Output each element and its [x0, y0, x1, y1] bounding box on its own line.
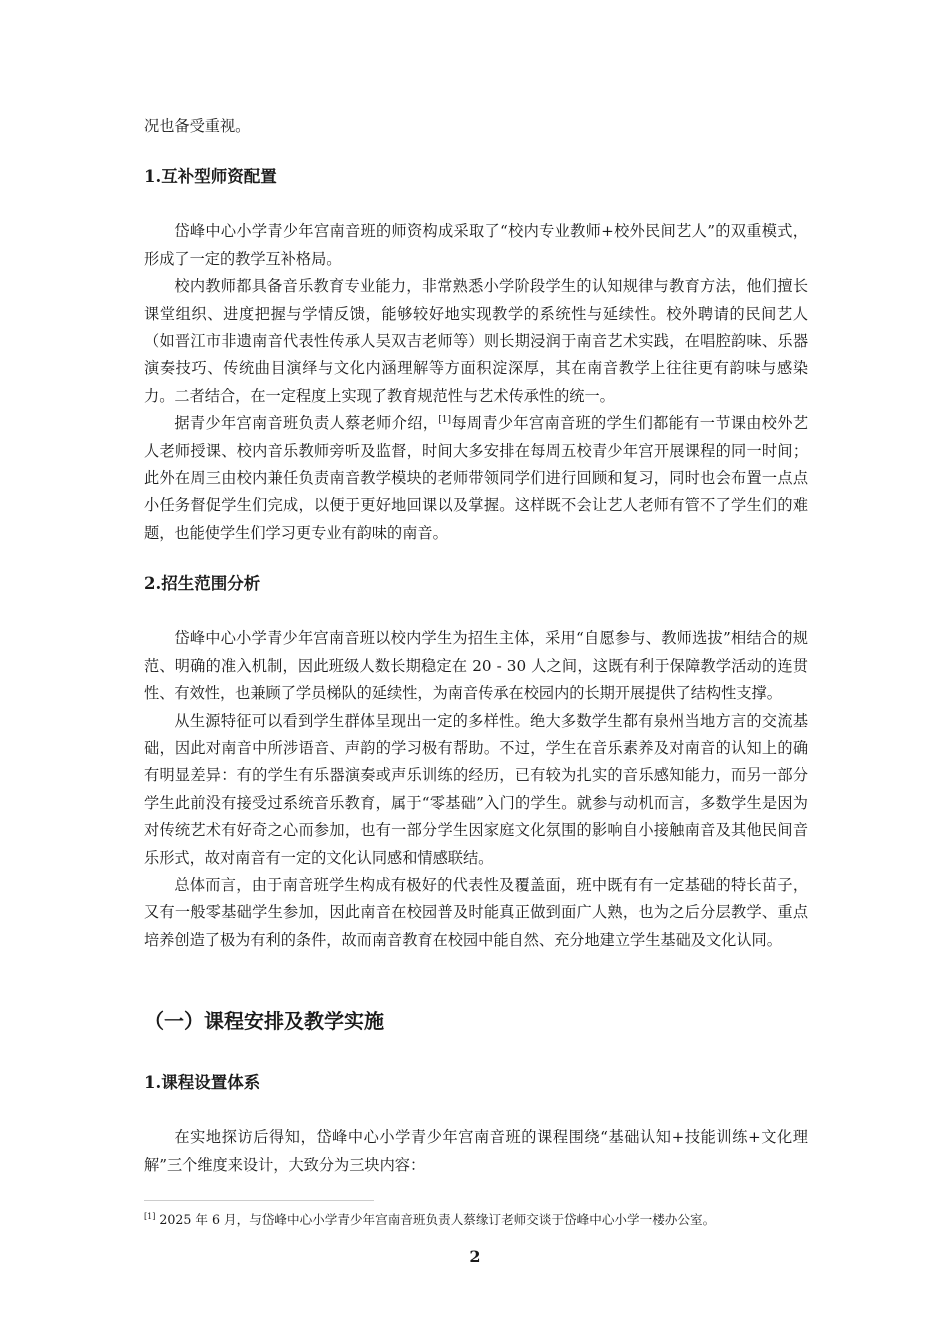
chapter-heading-curriculum: （一）课程安排及教学实施	[144, 1009, 384, 1034]
teachers-paragraph-1: 岱峰中心小学青少年宫南音班的师资构成采取了“校内专业教师+校外民间艺人”的双重模式，形成了一定的教学互补格局。	[144, 222, 808, 268]
teachers-paragraph-2: 校内教师都具备音乐教育专业能力，非常熟悉小学阶段学生的认知规律与教育方法，他们擅长课堂组织、进度把握与学情反馈，能够较好地实现教学的系统性与延续性。校外聘请的民间艺人（如晋江市非遗南音代表性传承人吴双吉老师等）则长期浸润于南音艺术实践，在唱腔韵味、乐器演奏技巧、传统曲目演绎与文化内涵理解等方面积淀深厚，其在南音教学上往往更有韵味与感染力。二者结合，在一定程度上实现了教育规范性与艺术传承性的统一。	[144, 277, 808, 405]
enrollment-paragraph-3: 总体而言，由于南音班学生构成有极好的代表性及覆盖面，班中既有有一定基础的特长苗子，又有一般零基础学生参加，因此南音在校园普及时能真正做到面广人熟，也为之后分层教学、重点培养创造了极为有利的条件，故而南音教育在校园中能自然、充分地建立学生基础及文化认同。	[144, 875, 808, 949]
intro-tail-paragraph: 况也备受重视。	[144, 117, 251, 135]
enrollment-paragraph-1: 岱峰中心小学青少年宫南音班以校内学生为招生主体，采用“自愿参与、教师选拔”相结合的规范、明确的准入机制，因此班级人数长期稳定在 20 - 30 人之间，这既有利于保障教学活动的连贯性、有效性，也兼顾了学员梯队的延续性，为南音传承在校园内的长期开展提供了结构性支撑。	[144, 629, 808, 703]
footnote-reference[interactable]: [1]	[438, 415, 452, 426]
section-heading-course-system: 1.课程设置体系	[144, 1073, 261, 1093]
footnote-separator	[144, 1200, 374, 1201]
section-heading-teachers: 1.互补型师资配置	[144, 167, 277, 187]
section-heading-enrollment: 2.招生范围分析	[144, 574, 261, 594]
page-body	[144, 113, 808, 1179]
teachers-paragraph-3-rest: 每周青少年宫南音班的学生们都能有一节课由校外艺人老师授课、校内音乐教师旁听及监督，时间大多安排在每周五校青少年宫开展课程的同一时间；此外在周三由校内兼任负责南音教学模块的老师带领同学们进行回顾和复习，同时也会布置一点点小任务督促学生们完成，以便于更好地回课以及掌握。这样既不会让艺人老师有管不了学生们的难题，也能使学生们学习更专业有韵味的南音。	[144, 414, 809, 542]
page-number: 2	[469, 1247, 481, 1266]
course-system-paragraph-1: 在实地探访后得知，岱峰中心小学青少年宫南音班的课程围绕“基础认知+技能训练+文化理解”三个维度来设计，大致分为三块内容：	[144, 1128, 808, 1174]
footnote-text: 2025 年 6 月，与岱峰中心小学青少年宫南音班负责人蔡缘订老师交谈于岱峰中心小学一楼办公室。	[155, 1212, 716, 1227]
footnote-marker: [1]	[144, 1211, 156, 1221]
enrollment-paragraph-2: 从生源特征可以看到学生群体呈现出一定的多样性。绝大多数学生都有泉州当地方言的交流基础，因此对南音中所涉语音、声韵的学习极有帮助。不过，学生在音乐素养及对南音的认知上的确有明显差异：有的学生有乐器演奏或声乐训练的经历，已有较为扎实的音乐感知能力，而另一部分学生此前没有接受过系统音乐教育，属于“零基础”入门的学生。就参与动机而言，多数学生是因为对传统艺术有好奇之心而参加，也有一部分学生因家庭文化氛围的影响自小接触南音及其他民间音乐形式，故对南音有一定的文化认同感和情感联结。	[144, 711, 808, 867]
footnote	[144, 1210, 824, 1230]
teachers-paragraph-3-lead: 据青少年宫南音班负责人蔡老师介绍，	[174, 414, 439, 433]
teachers-paragraph-3	[144, 410, 808, 547]
